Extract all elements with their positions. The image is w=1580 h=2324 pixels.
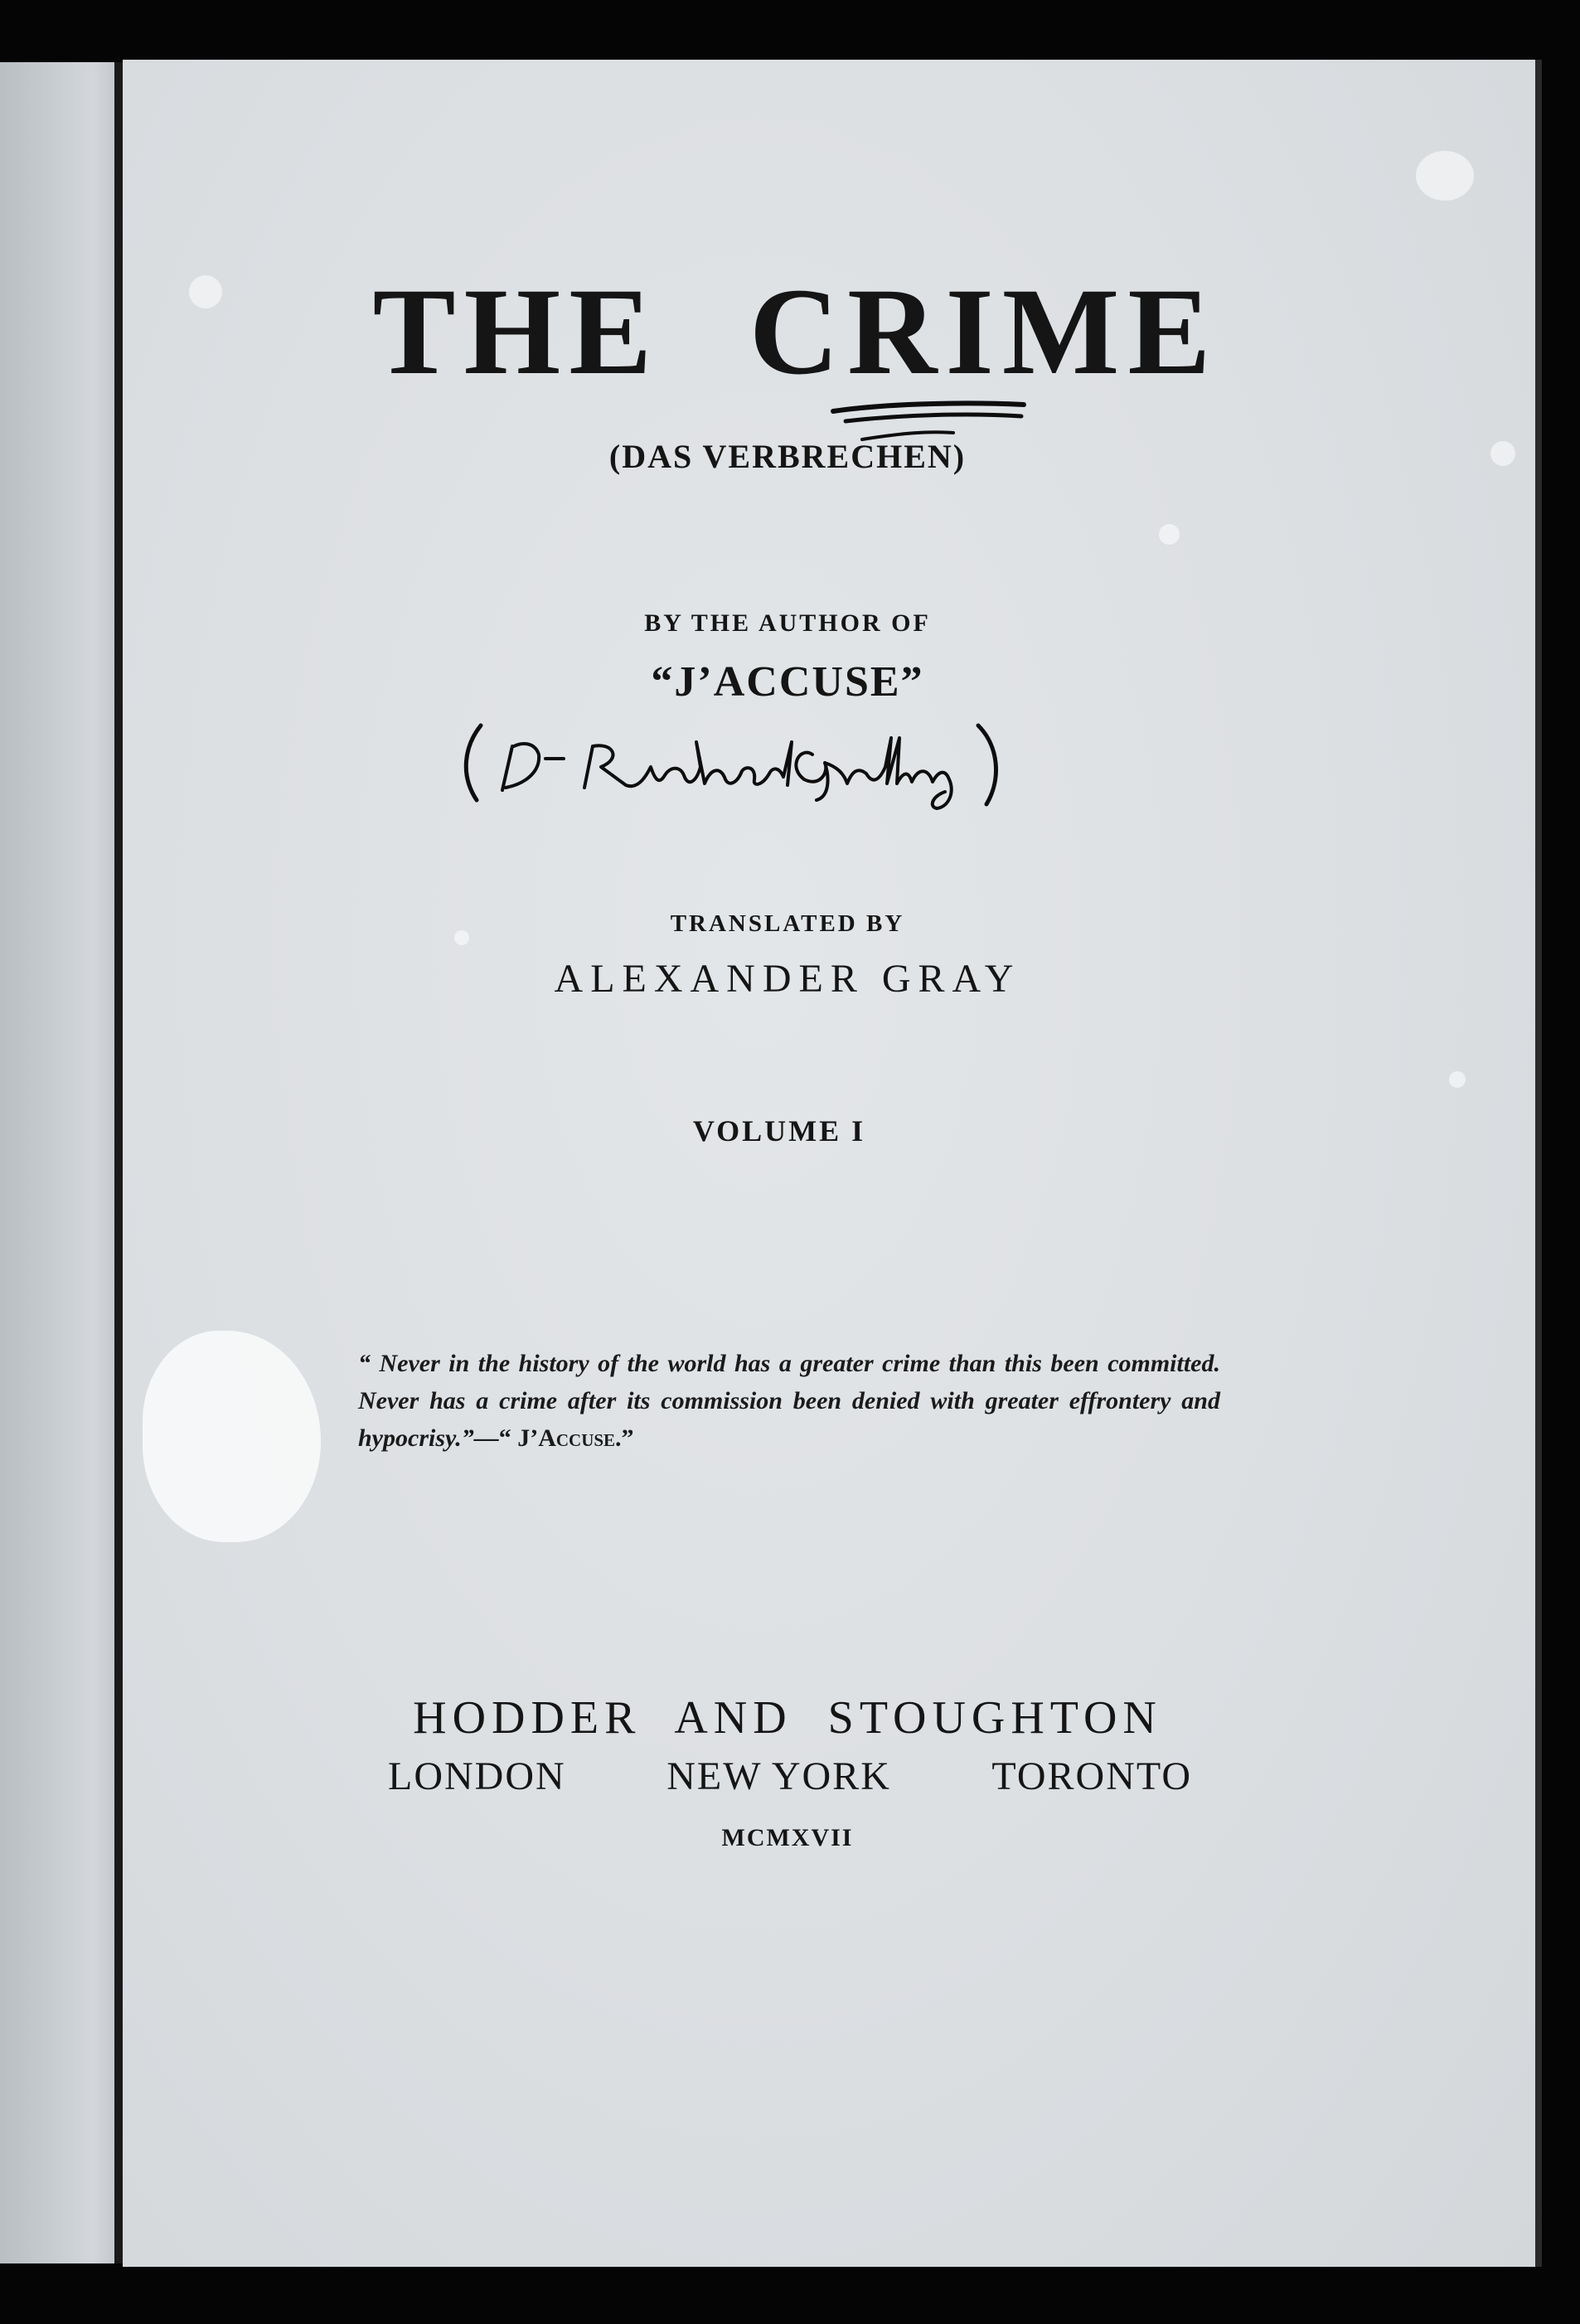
handwritten-author-note	[448, 709, 1086, 817]
paper-speck	[1159, 524, 1180, 545]
epigraph-source: “ J’Accuse.”	[498, 1424, 634, 1452]
publication-year: MCMXVII	[721, 1824, 854, 1851]
epigraph-text: “ Never in the history of the world has a greater crime than this been committed. Never has a crime after its commission been denied with greater effrontery and hypocrisy.”—	[358, 1350, 1220, 1452]
epigraph-quote	[358, 1345, 1220, 1457]
paper-speck	[1416, 151, 1474, 201]
book-subtitle: (DAS VERBRECHEN)	[608, 438, 967, 475]
place-london: LONDON	[388, 1754, 566, 1798]
previous-page-edge	[0, 62, 116, 2263]
publisher-name: HODDER AND STOUGHTON	[413, 1692, 1162, 1744]
book-title: THE CRIME	[372, 263, 1219, 400]
translator-name: ALEXANDER GRAY	[554, 957, 1021, 1001]
place-new-york: NEW YORK	[666, 1754, 891, 1798]
previous-work-title: “J’ACCUSE”	[651, 658, 924, 706]
paper-speck	[454, 930, 469, 945]
volume-label: VOLUME I	[692, 1114, 866, 1147]
paper-speck	[1490, 441, 1515, 466]
paper-speck	[189, 275, 222, 308]
place-toronto: TORONTO	[991, 1754, 1192, 1798]
paper-speck	[1449, 1071, 1466, 1088]
byline-label: BY THE AUTHOR OF	[644, 609, 931, 637]
translated-by-label: TRANSLATED BY	[670, 910, 905, 937]
book-gutter	[114, 62, 123, 2263]
publisher-places	[388, 1754, 1192, 1799]
